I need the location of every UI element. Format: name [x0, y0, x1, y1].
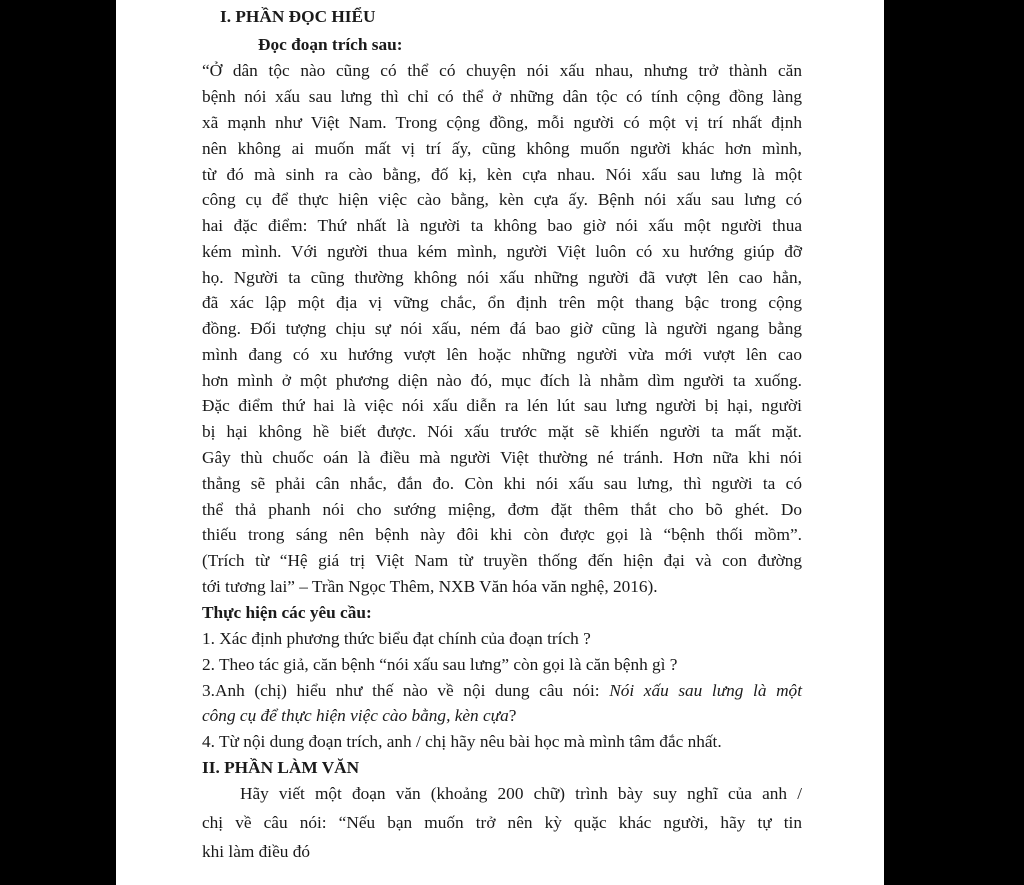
passage-line: thể thả phanh nói cho sướng miệng, đơm đặt thêm thắt cho bõ ghét. Do — [202, 500, 802, 519]
citation-line: tới tương lai” – Trần Ngọc Thêm, NXB Văn hóa văn nghệ, 2016). — [202, 577, 658, 596]
passage-line: thẳng sẽ phải cân nhắc, đắn đo. Còn khi nói xấu sau lưng, thì người ta có — [202, 474, 802, 493]
section-1-heading: I. PHẦN ĐỌC HIỂU — [220, 7, 376, 26]
passage-line: Gây thù chuốc oán là điều mà người Việt thường né tránh. Hơn nữa khi nói — [202, 448, 802, 467]
document-page — [116, 0, 884, 885]
passage-line: xã mạnh như Việt Nam. Trong cộng đồng, mỗi người có một vị trí nhất định — [202, 113, 802, 132]
section-2-heading: II. PHẦN LÀM VĂN — [202, 758, 360, 777]
question-3-line-2 — [202, 705, 802, 727]
passage-line: bệnh nói xấu sau lưng thì chỉ có thể ở những dân tộc có tính cộng đồng làng — [202, 87, 802, 106]
question-3-line-1 — [202, 680, 802, 702]
passage-line: công cụ để thực hiện việc cào bằng, kèn cựa ấy. Bệnh nói xấu sau lưng có — [202, 190, 802, 209]
passage-line: bị hại không hề biết được. Nói xấu trước mặt sẽ khiến người ta mất mặt. — [202, 422, 802, 441]
passage-line: từ đó mà sinh ra cào bằng, đố kị, kèn cựa nhau. Nói xấu sau lưng là một — [202, 165, 802, 184]
prompt-line: Hãy viết một đoạn văn (khoảng 200 chữ) trình bày suy nghĩ của anh / — [240, 784, 802, 803]
reading-instruction: Đọc đoạn trích sau: — [258, 35, 403, 54]
passage-line: hai đặc điểm: Thứ nhất là người ta không bao giờ nói xấu một người thua — [202, 216, 802, 235]
passage-line: “Ở dân tộc nào cũng có thể có chuyện nói xấu nhau, nhưng trở thành căn — [202, 61, 802, 80]
prompt-line: khi làm điều đó — [202, 842, 310, 861]
question-2: 2. Theo tác giả, căn bệnh “nói xấu sau lưng” còn gọi là căn bệnh gì ? — [202, 655, 678, 674]
passage-line: mình đang có xu hướng vượt lên hoặc những người vừa mới vượt lên cao — [202, 345, 802, 364]
requirements-heading: Thực hiện các yêu cầu: — [202, 603, 372, 622]
question-3-quote-cont: công cụ để thực hiện việc cào bằng, kèn cựa — [202, 706, 509, 725]
passage-line: đồng. Đối tượng chịu sự nói xấu, ném đá bao giờ cũng là người ngang bằng — [202, 319, 802, 338]
question-4: 4. Từ nội dung đoạn trích, anh / chị hãy nêu bài học mà mình tâm đắc nhất. — [202, 732, 722, 751]
question-1: 1. Xác định phương thức biểu đạt chính của đoạn trích ? — [202, 629, 591, 648]
passage-line: thiếu trong sáng nên bệnh này đôi khi còn được gọi là “bệnh thối mồm”. — [202, 525, 802, 544]
question-3-prefix: 3.Anh (chị) hiểu như thế nào về nội dung câu nói: — [202, 681, 610, 700]
passage-line: đã xác lập một địa vị vững chắc, ổn định trên một thang bậc trong cộng — [202, 293, 802, 312]
passage-line: Đặc điểm thứ hai là việc nói xấu diễn ra lén lút sau lưng người bị hại, người — [202, 396, 802, 415]
question-3-suffix: ? — [508, 706, 517, 725]
passage-line: nên không ai muốn mất vị trí ấy, cũng không muốn người khác hơn mình, — [202, 139, 802, 158]
passage-line: hơn mình ở một phương diện nào đó, mục đích là nhằm dìm người ta xuống. — [202, 371, 802, 390]
question-3-quote: Nói xấu sau lưng là một — [609, 681, 802, 700]
citation-line: (Trích từ “Hệ giá trị Việt Nam từ truyền thống đến hiện đại và con đường — [202, 551, 802, 570]
passage-line: kém mình. Với người thua kém mình, người Việt luôn có xu hướng giúp đỡ — [202, 242, 802, 261]
prompt-line: chị về câu nói: “Nếu bạn muốn trở nên kỳ quặc khác người, hãy tự tin — [202, 813, 802, 832]
passage-line: họ. Người ta cũng thường không nói xấu những người đã vượt lên cao hẳn, — [202, 268, 802, 287]
